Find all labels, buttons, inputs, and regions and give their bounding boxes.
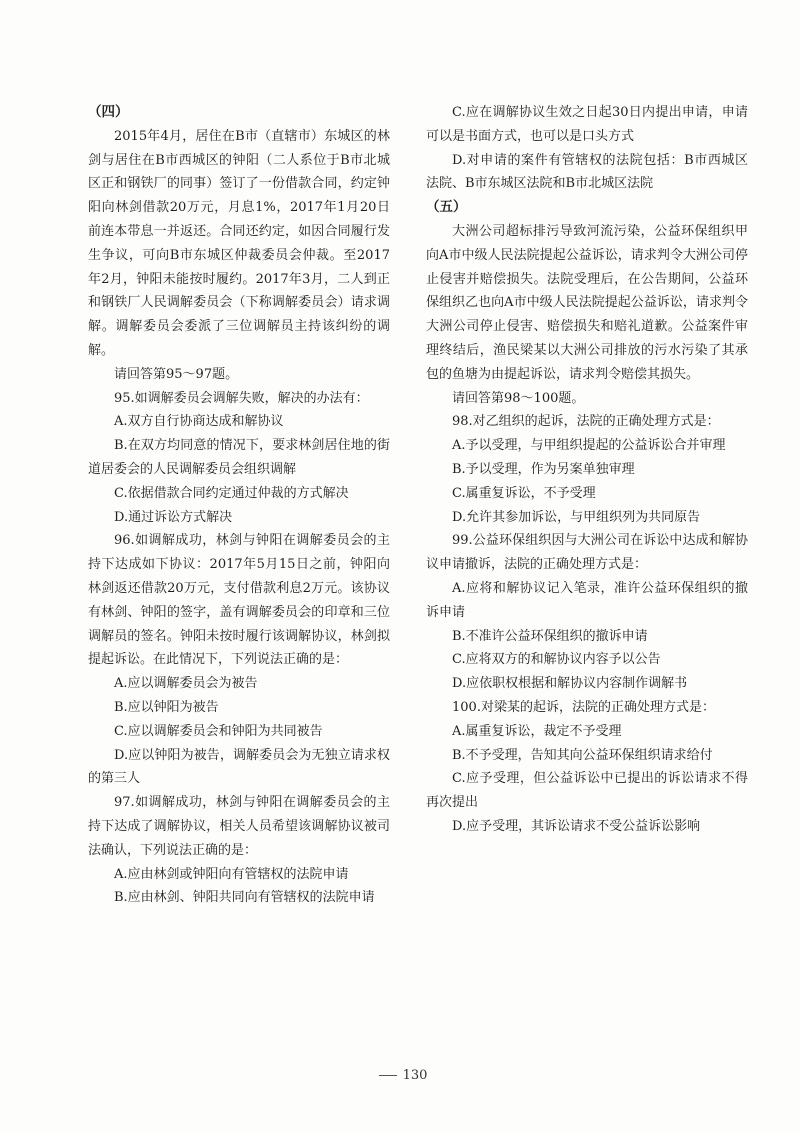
instruction-5: 请回答第98～100题。 xyxy=(452,390,585,406)
q96-option-d: D.应以钟阳为被告，调解委员会为无独立请求权的第三人 xyxy=(88,747,390,787)
q97-option-d: D.对申请的案件有管辖权的法院包括：B市西城区法院、B市东城区法院和B市北城区法院 xyxy=(426,152,748,192)
q100-option-c: C.应予受理，但公益诉讼中已提出的诉讼请求不得再次提出 xyxy=(426,771,748,811)
question-98: 98.对乙组织的起诉，法院的正确处理方式是： xyxy=(452,414,720,430)
page-number: 130 xyxy=(402,1068,428,1083)
section-5-title: （五） xyxy=(426,199,467,216)
q99-option-d: D.应依职权根据和解协议内容制作调解书 xyxy=(452,676,688,692)
q100-option-b: B.不予受理，告知其向公益环保组织请求给付 xyxy=(452,747,713,763)
page-footer xyxy=(0,1068,800,1083)
question-95: 95.如调解委员会调解失败，解决的办法有： xyxy=(114,390,369,406)
q99-option-a: A.应将和解协议记入笔录，准许公益环保组织的撤诉申请 xyxy=(426,580,748,620)
q95-option-b: B.在双方均同意的情况下，要求林剑居住地的街道居委会的人民调解委员会组织调解 xyxy=(88,438,390,477)
instruction-4: 请回答第95～97题。 xyxy=(114,366,239,382)
footer-dash xyxy=(379,1075,397,1076)
question-100: 100.对梁某的起诉，法院的正确处理方式是： xyxy=(452,699,715,715)
right-column xyxy=(426,101,748,839)
q100-option-d: D.应予受理，其诉讼请求不受公益诉讼影响 xyxy=(452,818,701,834)
case-5-text: 大洲公司超标排污导致河流污染，公益环保组织甲向A市中级人民法院提起公益诉讼，请求判令大洲公司停止侵害并赔偿损失。法院受理后，在公告期间，公益环保组织乙也向A市中级人民法院提起公益诉讼，请求判令大洲公司停止侵害、赔偿损失和赔礼道歉。公益案件审理终结后，渔民梁某以大洲公司排放的污水污染了其承包的鱼塘为由提起诉讼，请求判令赔偿其损失。 xyxy=(426,223,748,382)
q96-option-b: B.应以钟阳为被告 xyxy=(114,699,219,715)
q98-option-d: D.允许其参加诉讼，与甲组织列为共同原告 xyxy=(452,509,701,525)
q97-option-c: C.应在调解协议生效之日起30日内提出申请，申请可以是书面方式，也可以是口头方式 xyxy=(426,105,748,144)
q97-option-a: A.应由林剑或钟阳向有管辖权的法院申请 xyxy=(114,866,349,882)
q100-option-a: A.属重复诉讼，裁定不予受理 xyxy=(452,723,622,739)
q99-option-c: C.应将双方的和解协议内容予以公告 xyxy=(452,652,661,668)
question-96: 96.如调解成功，林剑与钟阳在调解委员会的主持下达成如下协议：2017年5月15日之前，钟阳向林剑返还借款20万元，支付借款利息2万元。该协议有林剑、钟阳的签字，盖有调解委员会的印章和三位调解员的签名。钟阳未按时履行该调解协议，林剑拟提起诉讼。在此情况下，下列说法正确的是： xyxy=(88,533,390,668)
q96-option-a: A.应以调解委员会为被告 xyxy=(114,676,258,692)
q98-option-c: C.属重复诉讼，不予受理 xyxy=(452,485,596,501)
section-4-title: （四） xyxy=(88,104,129,120)
question-99: 99.公益环保组织因与大洲公司在诉讼中达成和解协议申请撤诉，法院的正确处理方式是： xyxy=(426,533,748,573)
q95-option-c: C.依据借款合同约定通过仲裁的方式解决 xyxy=(114,485,349,501)
q97-option-b: B.应由林剑、钟阳共同向有管辖权的法院申请 xyxy=(114,890,375,906)
q99-option-b: B.不准许公益环保组织的撤诉申请 xyxy=(452,628,648,644)
q95-option-a: A.双方自行协商达成和解协议 xyxy=(114,414,284,430)
q96-option-c: C.应以调解委员会和钟阳为共同被告 xyxy=(114,723,323,739)
q95-option-d: D.通过诉讼方式解决 xyxy=(114,509,233,525)
question-97: 97.如调解成功，林剑与钟阳在调解委员会的主持下达成了调解协议，相关人员希望该调解协议被司法确认，下列说法正确的是： xyxy=(88,795,390,858)
case-4-text: 2015年4月，居住在B市（直辖市）东城区的林剑与居住在B市西城区的钟阳（二人系位于B市北城区正和钢铁厂的同事）签订了一份借款合同，约定钟阳向林剑借款20万元，月息1%，2017年1月20日前连本带息一并返还。合同还约定，如因合同履行发生争议，可向B市东城区仲裁委员会仲裁。至2017年2月，钟阳未能按时履约。2017年3月，二人到正和钢铁厂人民调解委员会（下称调解委员会）请求调解。调解委员会委派了三位调解员主持该纠纷的调解。 xyxy=(88,128,390,358)
q98-option-a: A.予以受理，与甲组织提起的公益诉讼合并审理 xyxy=(452,438,726,454)
left-column xyxy=(88,101,390,910)
q98-option-b: B.予以受理，作为另案单独审理 xyxy=(452,461,635,477)
